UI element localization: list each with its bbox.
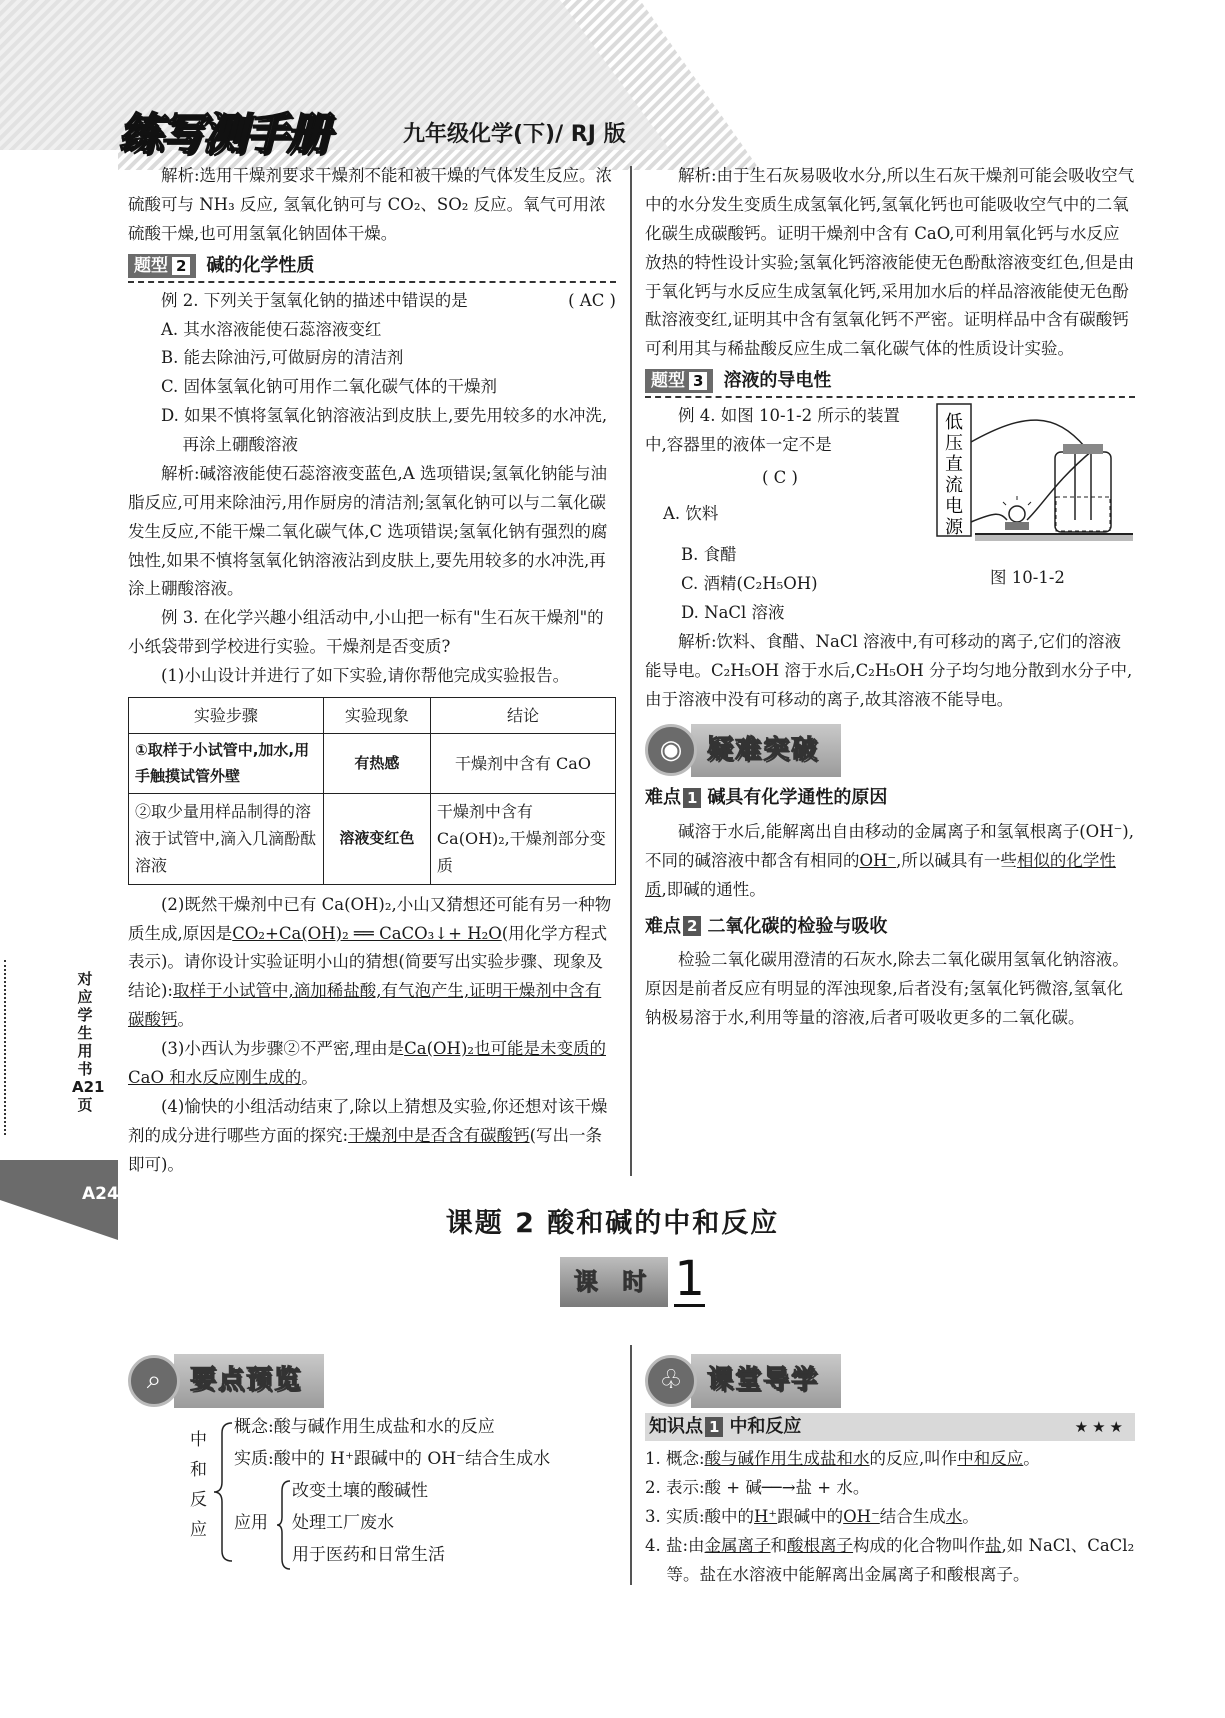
example-4-answer: ( C ) bbox=[762, 467, 798, 487]
table-row bbox=[129, 794, 616, 885]
tree-app-3: 用于医药和日常生活 bbox=[292, 1545, 445, 1565]
side-reference-note: 对应学生用书A21页 bbox=[72, 970, 105, 1114]
tree-brace bbox=[212, 1417, 236, 1567]
example-3-part3: (3)小西认为步骤②不严密,理由是Ca(OH)₂也可能是未变质的 CaO 和水反应刚生成的。 bbox=[128, 1039, 606, 1087]
reason-answer: Ca(OH)₂也可能是未变质的 CaO 和水反应刚生成的 bbox=[128, 1039, 606, 1087]
conductivity-apparatus-figure bbox=[935, 402, 1135, 557]
section-tag: 题型 2 bbox=[128, 254, 196, 278]
power-label-char: 低 bbox=[945, 412, 963, 434]
example-2-answer: ( AC ) bbox=[568, 290, 616, 310]
example-3-part2: (2)既然干燥剂中已有 Ca(OH)₂,小山又猜想还可能有另一种物质生成,原因是CO₂+Ca(OH)₂ ══ CaCO₃↓+ H₂O(用化学方程式表示)。请你设计实验证明小山的猜想(简要写出实验步骤、现象及结论):取样于小试管中,滴加稀盐酸,有气泡产生,证明干燥剂中含有碳酸钙。 bbox=[128, 894, 612, 1030]
banner-title: 课堂导学 bbox=[691, 1354, 841, 1408]
experiment-answer: 取样于小试管中,滴加稀盐酸,有气泡产生,证明干燥剂中含有碳酸钙 bbox=[128, 981, 602, 1030]
tree-app-2: 处理工厂废水 bbox=[292, 1513, 394, 1533]
preview-banner bbox=[128, 1355, 616, 1407]
option-a: A. 其水溶液能使石蕊溶液变红 bbox=[161, 319, 382, 339]
power-label-char: 源 bbox=[945, 517, 963, 539]
table-cell: 干燥剂中含有 Ca(OH)₂,干燥剂部分变质 bbox=[430, 794, 615, 885]
tree-essence: 实质:酸中的 H⁺跟碱中的 OH⁻结合生成水 bbox=[234, 1449, 551, 1469]
option-a: A. 饮料 bbox=[663, 504, 719, 524]
example-3-question: 例 3. 在化学兴趣小组活动中,小山把一标有"生石灰干燥剂"的小纸袋带到学校进行实验。干燥剂是否变质? bbox=[128, 608, 604, 657]
difficulty-2-text: 检验二氧化碳用澄清的石灰水,除去二氧化碳用氢氧化钠溶液。原因是前者反应有明显的浑浊现象,后者没有;氢氧化钙微溶,氢氧化钠极易溶于水,利用等量的溶液,后者可吸收更多的二氧化碳。 bbox=[645, 950, 1129, 1027]
example-3-part4: (4)愉快的小组活动结束了,除以上猜想及实验,你还想对该干燥剂的成分进行哪些方面的探究:干燥剂中是否含有碳酸钙(写出一条即可)。 bbox=[128, 1096, 608, 1174]
right-column bbox=[645, 162, 1135, 1033]
difficulty-2-header: 难点 2 二氧化碳的检验与吸收 bbox=[645, 915, 888, 937]
book-subtitle: 九年级化学(下)/ RJ 版 bbox=[403, 122, 626, 147]
book-logo: 练写测手册 bbox=[118, 109, 328, 160]
option-c: C. 酒精(C₂H₅OH) bbox=[681, 574, 818, 593]
option-d: D. NaCl 溶液 bbox=[681, 602, 785, 622]
option-b: B. 食醋 bbox=[681, 545, 737, 565]
table-cell: 溶液变红色 bbox=[323, 794, 430, 885]
power-label-char: 直 bbox=[945, 454, 963, 476]
table-header-row bbox=[129, 697, 616, 733]
classroom-guide bbox=[645, 1345, 1135, 1589]
application-brace bbox=[276, 1477, 292, 1573]
difficulty-1-text: 碱溶于水后,能解离出自由移动的金属离子和氢氧根离子(OH⁻),不同的碱溶液中都含有相同的OH⁻,所以碱具有一些相似的化学性质,即碱的通性。 bbox=[645, 821, 1134, 899]
tree-icon: ♧ bbox=[645, 1355, 697, 1407]
lesson-label: 课 时 bbox=[560, 1257, 668, 1307]
example-4-question: 例 4. 如图 10-1-2 所示的装置中,容器里的液体一定不是 bbox=[645, 406, 900, 454]
kp-line-1: 1. 概念:酸与碱作用生成盐和水的反应,叫作中和反应。 bbox=[645, 1449, 1040, 1468]
magnifier-icon: ⌕ bbox=[128, 1355, 180, 1407]
table-header: 结论 bbox=[430, 697, 615, 733]
table-cell: 干燥剂中含有 CaO bbox=[430, 734, 615, 794]
option-c: C. 固体氢氧化钠可用作二氧化碳气体的干燥剂 bbox=[161, 377, 498, 397]
signal-icon: ◉ bbox=[645, 724, 697, 776]
guide-banner bbox=[645, 1355, 1135, 1407]
chapter-title: 课题 2 酸和碱的中和反应 bbox=[445, 1208, 780, 1239]
table-row bbox=[129, 734, 616, 794]
table-header: 实验步骤 bbox=[129, 697, 324, 733]
difficulty-1-header: 难点 1 碱具有化学通性的原因 bbox=[645, 787, 888, 809]
example-4-block bbox=[645, 402, 1135, 587]
tree-concept: 概念:酸与碱作用生成盐和水的反应 bbox=[234, 1417, 495, 1437]
example-2-question: 例 2. 下列关于氢氧化钠的描述中错误的是 ( AC ) bbox=[128, 287, 616, 316]
power-label-char: 流 bbox=[945, 475, 963, 497]
column-divider-bottom bbox=[630, 1345, 632, 1585]
example-3-part1: (1)小山设计并进行了如下实验,请你帮他完成实验报告。 bbox=[161, 666, 570, 685]
kp-line-2: 2. 表示:酸 + 碱──→盐 + 水。 bbox=[645, 1477, 870, 1497]
banner-title: 疑难突破 bbox=[691, 724, 841, 778]
section-header-type2 bbox=[128, 251, 616, 283]
example-2-analysis: 解析:碱溶液能使石蕊溶液变蓝色,A 选项错误;氢氧化钠能与油脂反应,可用来除油污,用作厨房的清洁剂;氢氧化钠可以与二氧化碳发生反应,不能干燥二氧化碳气体,C 选项错误;氢氧化钠有强烈的腐蚀性,如果不慎将氢氧化钠溶液沾到皮肤上,要先用较多的水冲洗,再涂上硼酸溶液。 bbox=[128, 463, 608, 599]
analysis-paragraph: 解析:选用干燥剂要求干燥剂不能和被干燥的气体发生反应。浓硫酸可与 NH₃ 反应, 氢氧化钠可与 CO₂、SO₂ 反应。氧气可用浓硫酸干燥,也可用氢氧化钠固体干燥。 bbox=[128, 166, 613, 243]
knowledge-point-1-header: 知识点 1 中和反应 ★★★ bbox=[645, 1413, 1135, 1441]
option-d: D. 如果不慎将氢氧化钠溶液沾到皮肤上,要先用较多的水冲洗,再涂上硼酸溶液 bbox=[161, 406, 608, 454]
key-points-preview bbox=[128, 1345, 616, 1593]
power-label-char: 电 bbox=[945, 496, 963, 518]
figure-caption: 图 10-1-2 bbox=[990, 568, 1065, 588]
column-divider-top bbox=[630, 166, 632, 1176]
power-label-char: 压 bbox=[945, 433, 963, 455]
neutralization-tree bbox=[128, 1413, 616, 1593]
kp-line-4: 4. 盐:由金属离子和酸根离子构成的化合物叫作盐,如 NaCl、CaCl₂ 等。盐在水溶液中能解离出金属离子和酸根离子。 bbox=[645, 1535, 1135, 1584]
table-cell: 有热感 bbox=[323, 734, 430, 794]
experiment-table bbox=[128, 697, 616, 885]
kp-line-3: 3. 实质:酸中的H⁺跟碱中的OH⁻结合生成水。 bbox=[645, 1506, 979, 1526]
section-title: 碱的化学性质 bbox=[206, 254, 315, 276]
importance-stars: ★★★ bbox=[1074, 1417, 1127, 1436]
explore-answer: 干燥剂中是否含有碳酸钙 bbox=[348, 1125, 530, 1145]
page-number: A24 bbox=[82, 1184, 119, 1204]
equation-answer: CO₂+Ca(OH)₂ ══ CaCO₃↓+ H₂O bbox=[232, 923, 502, 943]
left-column bbox=[128, 162, 616, 1179]
table-cell: ②取少量用样品制得的溶液于试管中,滴入几滴酚酞溶液 bbox=[129, 794, 324, 885]
lesson-number: 1 bbox=[674, 1251, 705, 1307]
analysis-paragraph: 解析:由于生石灰易吸收水分,所以生石灰干燥剂可能会吸收空气中的水分发生变质生成氢氧化钙,氢氧化钙也可能吸收空气中的二氧化碳生成碳酸钙。证明干燥剂中含有 CaO,可利用氧化钙与水反应放热的特性设计实验;氢氧化钙溶液能使无色酚酞溶液变红色,但是由于氧化钙与水反应生成氢氧化钙,采用加水后的样品溶液能使无色酚酞溶液变红,证明其中含有氢氧化钙不严密。证明样品中含有碳酸钙可利用其与稀盐酸反应生成二氧化碳气体的性质设计实验。 bbox=[645, 166, 1135, 359]
page-header bbox=[118, 96, 718, 160]
table-header: 实验现象 bbox=[323, 697, 430, 733]
example-4-analysis: 解析:饮料、食醋、NaCl 溶液中,有可移动的离子,它们的溶液能导电。C₂H₅OH 溶于水后,C₂H₅OH 分子均匀地分散到水分子中,由于溶液中没有可移动的离子,故其溶液不能导电。 bbox=[645, 631, 1133, 709]
option-b: B. 能去除油污,可做厨房的清洁剂 bbox=[161, 348, 404, 368]
banner-title: 要点预览 bbox=[174, 1354, 324, 1408]
tree-root: 中和反应 bbox=[190, 1430, 207, 1540]
section-title: 溶液的导电性 bbox=[723, 370, 832, 392]
lesson-badge bbox=[560, 1251, 705, 1307]
difficulty-banner bbox=[645, 724, 1135, 776]
tree-app-1: 改变土壤的酸碱性 bbox=[292, 1481, 428, 1501]
section-header-type3 bbox=[645, 366, 1135, 398]
table-cell: ①取样于小试管中,加水,用手触摸试管外壁 bbox=[129, 734, 324, 794]
section-tag: 题型 3 bbox=[645, 369, 713, 393]
side-dotted-line bbox=[4, 960, 6, 1135]
tree-application: 应用 bbox=[234, 1513, 268, 1533]
